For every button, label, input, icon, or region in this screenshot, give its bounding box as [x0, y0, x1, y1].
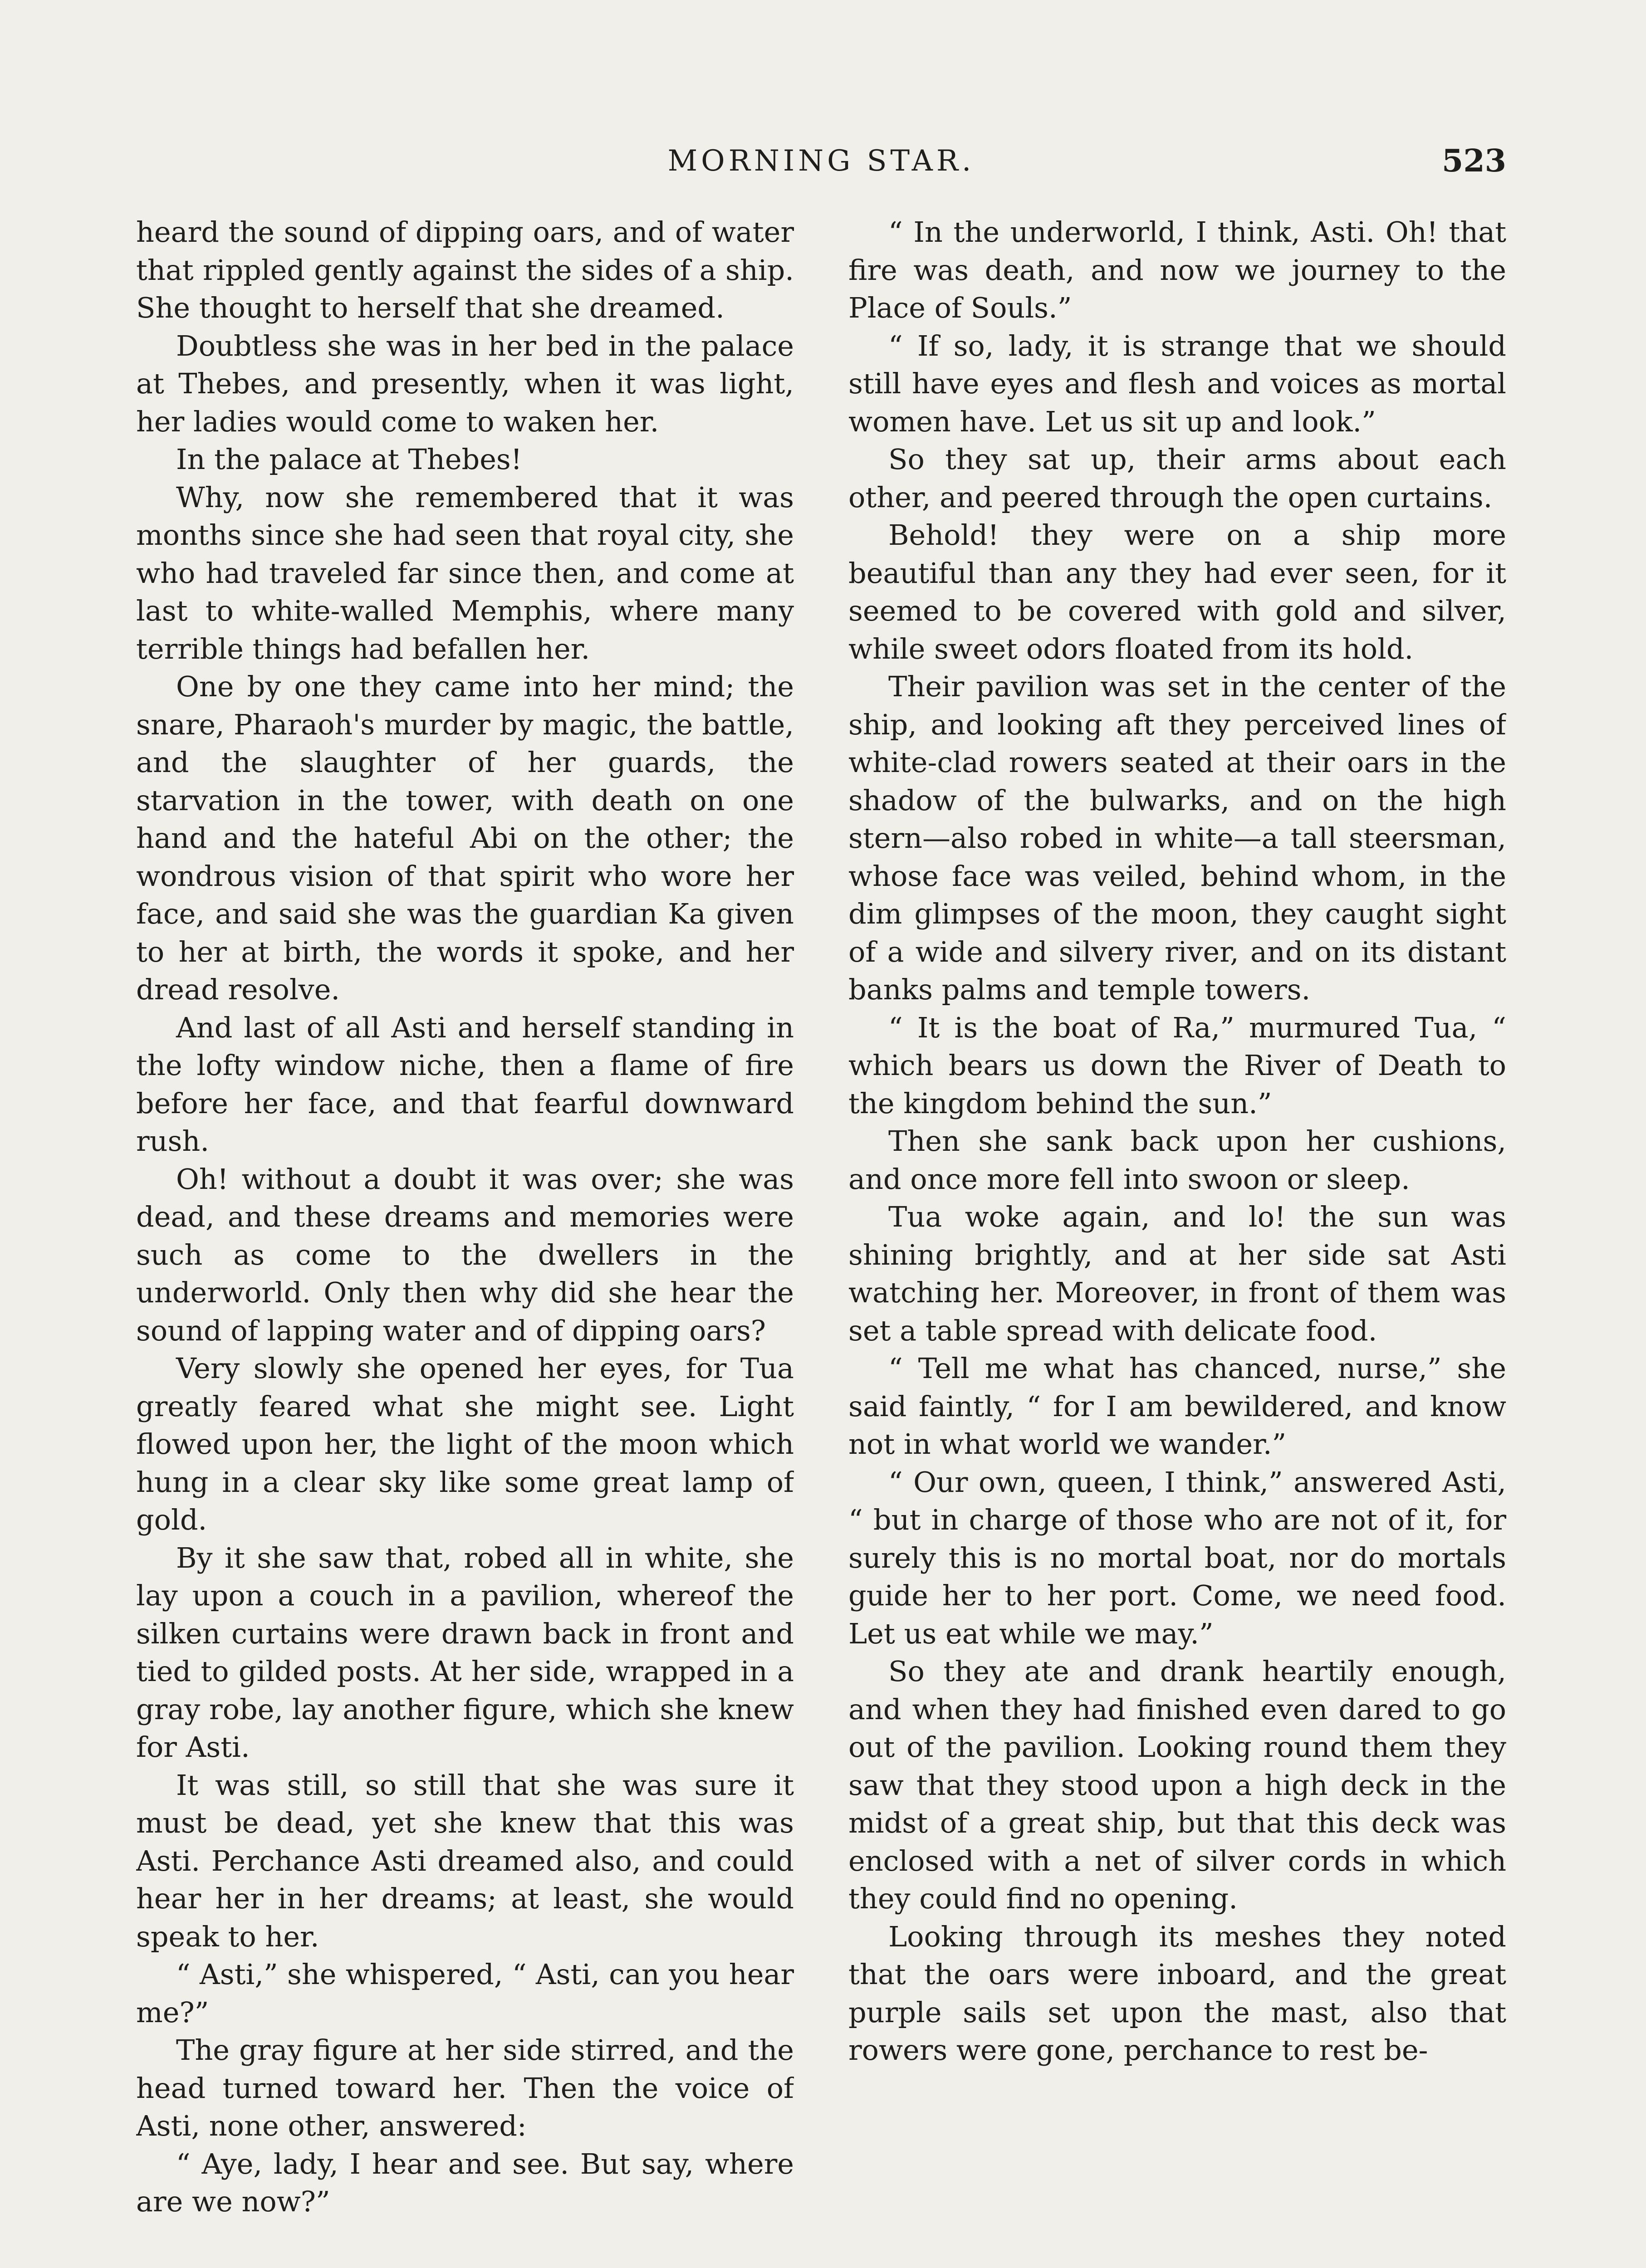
right-column — [848, 213, 1506, 2268]
paragraph: So they sat up, their arms about each other, and peered through the open curtains. — [848, 443, 1506, 514]
paragraph: Looking through its meshes they noted that the oars were inboard, and the great purple sails set upon the mast, also that rowers were gone, perchance to rest be- — [848, 1920, 1506, 2067]
text-columns — [136, 213, 1506, 2268]
paragraph: In the palace at Thebes! — [176, 443, 522, 476]
paragraph: “ It is the boat of Ra,” murmured Tua, “ which bears us down the River of Death to the kingdom behind the sun.” — [848, 1011, 1506, 1120]
paragraph: “ In the underworld, I think, Asti. Oh! that fire was death, and now we journey to the Place of Souls.” — [848, 215, 1506, 324]
paragraph: Behold! they were on a ship more beautiful than any they had ever seen, for it seemed to be covered with gold and silver, while sweet odors floated from its hold. — [848, 518, 1506, 665]
paragraph: “ Aye, lady, I hear and see. But say, where are we now?” — [136, 2147, 794, 2218]
paragraph: It was still, so still that she was sure it must be dead, yet she knew that this was Asti. Perchance Asti dreamed also, and could hear her in her dreams; at least, she would speak to her. — [136, 1768, 794, 1953]
paragraph: The gray figure at her side stirred, and the head turned toward her. Then the voice of Asti, none other, answered: — [136, 2033, 794, 2142]
paragraph: By it she saw that, robed all in white, she lay upon a couch in a pavilion, whereof the silken curtains were drawn back in front and tied to gilded posts. At her side, wrapped in a gray robe, lay another figure, which she knew for Asti. — [136, 1541, 794, 1764]
paragraph: “ If so, lady, it is strange that we should still have eyes and flesh and voices as mortal women have. Let us sit up and look.” — [848, 329, 1506, 438]
page-number: 523 — [1442, 143, 1506, 179]
paragraph: “ Tell me what has chanced, nurse,” she said faintly, “ for I am bewildered, and know not in what world we wander.” — [848, 1352, 1506, 1461]
paragraph: heard the sound of dipping oars, and of water that rippled gently against the sides of a ship. She thought to herself that she dreamed. — [136, 215, 794, 324]
paragraph: Tua woke again, and lo! the sun was shining brightly, and at her side sat Asti watching her. Moreover, in front of them was set a table spread with delicate food. — [848, 1200, 1506, 1347]
paragraph: Then she sank back upon her cushions, and once more fell into swoon or sleep. — [848, 1124, 1506, 1196]
paragraph: So they ate and drank heartily enough, and when they had finished even dared to go out of the pavilion. Looking round them they saw that they stood upon a high deck in the midst of a great ship, but that this deck was enclosed with a net of silver cords in which they could find no opening. — [848, 1655, 1506, 1915]
running-title: MORNING STAR. — [667, 144, 975, 178]
paragraph: Very slowly she opened her eyes, for Tua greatly feared what she might see. Light flowed upon her, the light of the moon which hung in a clear sky like some great lamp of gold. — [136, 1352, 794, 1536]
left-column — [136, 213, 794, 2268]
paragraph: “ Our own, queen, I think,” answered Asti, “ but in charge of those who are not of it, for surely this is no mortal boat, nor do mortals guide her to her port. Come, we need food. Let us eat while we may.” — [848, 1465, 1506, 1650]
running-head — [136, 136, 1506, 186]
paragraph: Doubtless she was in her bed in the palace at Thebes, and presently, when it was light, her ladies would come to waken her. — [136, 329, 794, 438]
paragraph: “ Asti,” she whispered, “ Asti, can you hear me?” — [136, 1958, 794, 2029]
paragraph: And last of all Asti and herself standing in the lofty window niche, then a flame of fire before her face, and that fearful downward rush. — [136, 1011, 794, 1158]
paragraph: Why, now she remembered that it was months since she had seen that royal city, she who had traveled far since then, and come at last to white-walled Memphis, where many terrible things had befallen her. — [136, 480, 794, 665]
paragraph: One by one they came into her mind; the snare, Pharaoh's murder by magic, the battle, and the slaughter of her guards, the starvation in the tower, with death on one hand and the hateful Abi on the other; the wondrous vision of that spirit who wore her face, and said she was the guardian Ka given to her at birth, the words it spoke, and her dread resolve. — [136, 670, 794, 1006]
paragraph: Their pavilion was set in the center of the ship, and looking aft they perceived lines of white-clad rowers seated at their oars in the shadow of the bulwarks, and on the high stern—also robed in white—a tall steersman, whose face was veiled, behind whom, in the dim glimpses of the moon, they caught sight of a wide and silvery river, and on its distant banks palms and temple towers. — [848, 670, 1506, 1006]
paragraph: Oh! without a doubt it was over; she was dead, and these dreams and memories were such as come to the dwellers in the underworld. Only then why did she hear the sound of lapping water and of dipping oars? — [136, 1162, 794, 1347]
